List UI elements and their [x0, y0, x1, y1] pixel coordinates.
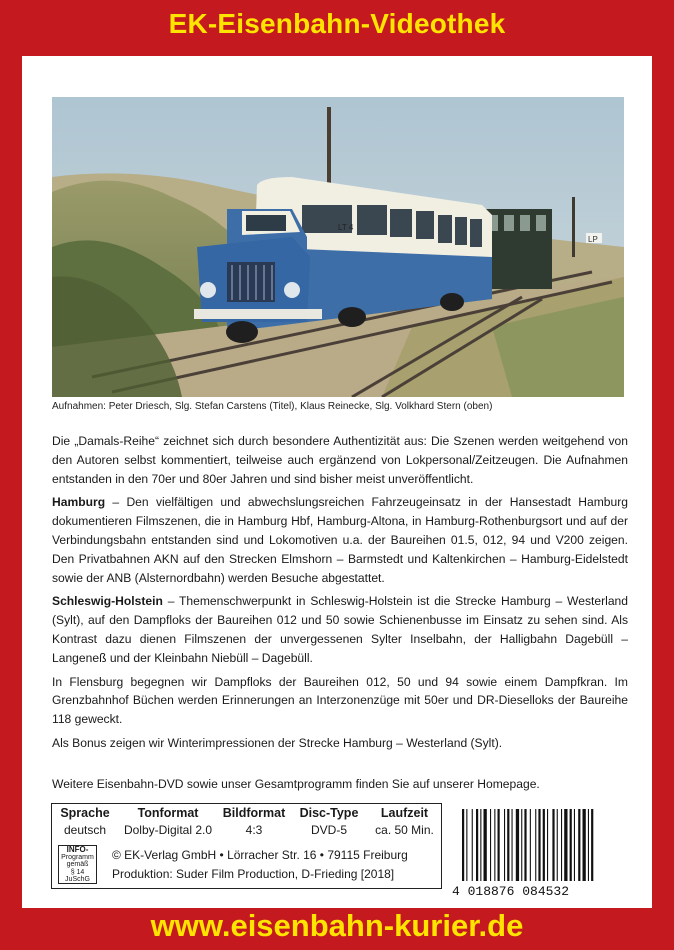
railcar-number: LT 4 — [338, 223, 354, 232]
series-title: EK-Eisenbahn-Videothek — [168, 8, 506, 39]
badge-title: INFO- — [66, 845, 89, 854]
trackside-sign: LP — [588, 235, 598, 244]
spec-headers — [52, 806, 441, 820]
spec-box — [51, 803, 442, 889]
spec-header-runtime: Laufzeit — [380, 806, 429, 820]
spec-value-language: deutsch — [63, 823, 107, 837]
spec-header-language: Sprache — [60, 806, 110, 820]
info-program-badge — [58, 845, 97, 884]
badge-line-5: JuSchG — [65, 876, 90, 883]
bonus-paragraph: Als Bonus zeigen wir Winterimpressionen der Strecke Hamburg – Westerland (Sylt). — [52, 735, 503, 750]
homepage-note: Weitere Eisenbahn-DVD sowie unser Gesamtprogramm finden Sie auf unserer Homepage. — [52, 777, 540, 791]
hamburg-text: – Den vielfältigen und abwechslungsreichen Fahrzeugeinsatz in der Hansestadt Hamburg dokumentieren Filmszenen, die in Hamburg Hbf, Hamburg-Altona, in Hamburg-Rothenburgsort und auf der Verbindungsbahn entstanden sind und Lokomotiven u.a. der Baureihen 01.5, 012, 94 und V200 zeigen. Den Privatbahnen AKN auf den Strecken Elmshorn – Barmstedt und Kaltenkirchen – Hamburg-Eidelstedt sowie der ANB (Alsternordbahn) werden Besuche abgestattet. — [52, 495, 628, 585]
photo-caption: Aufnahmen: Peter Driesch, Slg. Stefan Carstens (Titel), Klaus Reinecke, Slg. Volkhard Stern (oben) — [52, 401, 493, 412]
description — [52, 432, 628, 758]
spec-value-picture: 4:3 — [245, 823, 263, 837]
badge-line-3: gemäß — [66, 861, 89, 868]
production-credit: Produktion: Suder Film Production, D-Frieding [2018] — [112, 867, 395, 881]
flensburg-paragraph: In Flensburg begegnen wir Dampfloks der Baureihen 012, 50 und 94 sowie einem Dampfkran. Im Grenzbahnhof Büchen werden Erinnerungen an Interzonenzüge mit 50er und DR-Dieselloks der Baureihe 118 geweckt. — [52, 674, 628, 727]
spec-header-disc: Disc-Type — [299, 806, 359, 820]
barcode-digits: 4 018876 084532 — [452, 884, 570, 899]
spec-value-runtime: ca. 50 Min. — [375, 823, 434, 837]
badge-line-2: Programm — [61, 853, 94, 861]
spec-header-audio: Tonformat — [137, 806, 199, 820]
schleswig-holstein-text: – Themenschwerpunkt in Schleswig-Holstein ist die Strecke Hamburg – Westerland (Sylt), auf den Dampfloks der Baureihen 012 und 50 sowie Schienenbusse im Einsatz zu sehen sind. Als Kontrast dazu dienen Filmszenen der unvergessenen Sylter Inselbahn, der Halligbahn Dagebüll – Langeneß und der Kleinbahn Niebüll – Dagebüll. — [52, 594, 628, 665]
ean-barcode — [452, 809, 622, 887]
spec-value-disc: DVD-5 — [310, 823, 347, 837]
railcar-photo — [52, 97, 624, 397]
hamburg-paragraph — [52, 493, 628, 587]
schleswig-holstein-heading: Schleswig-Holstein — [52, 594, 163, 609]
schleswig-holstein-paragraph — [52, 592, 628, 667]
hamburg-heading: Hamburg — [52, 495, 106, 510]
spec-value-audio: Dolby-Digital 2.0 — [123, 823, 213, 837]
intro-paragraph: Die „Damals-Reihe“ zeichnet sich durch besondere Authentizität aus: Die Szenen werden weitgehend von den Autoren selbst kommentiert, teilweise auch ergänzend von Lokpersonal/Zeitzeugen. Die Aufnahmen entstanden in den 70er und 80er Jahren und sind bisher meist unveröffentlicht. — [52, 434, 628, 486]
publisher-address: © EK-Verlag GmbH • Lörracher Str. 16 • 79115 Freiburg — [112, 848, 408, 862]
badge-line-4: § 14 — [70, 868, 85, 876]
website-url: www.eisenbahn-kurier.de — [150, 908, 524, 943]
spec-values — [52, 823, 441, 837]
spec-header-picture: Bildformat — [222, 806, 286, 820]
